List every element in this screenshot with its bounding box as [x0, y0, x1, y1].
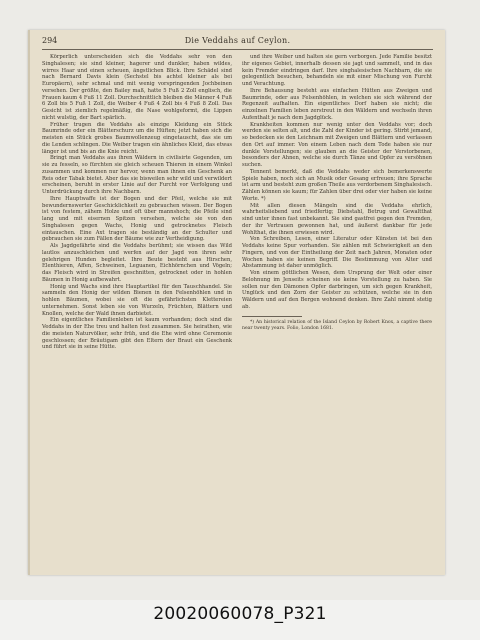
footnote-rule [242, 316, 302, 317]
header-rule [42, 49, 433, 50]
paragraph: Körperlich unterscheiden sich die Veddahs sehr von den Singhalesen; sie sind kleiner, hagerer und dunkler, haben wildes, wirres Haar und einen scheuen, ängstlichen Blick. Ihre Schädel sind nach Bernard Davis klein (Sechstel bis achtel kleiner als bei Europäern), sehr schmal und mit wenig vorspringenden Jochbeinen versehen. Der größte, den Bailey maß, hatte 5 Fuß 2 Zoll englisch, die Frauen kaum 4 Fuß 11 Zoll. Durchschnittlich bleiben die Männer 4 Fuß 6 Zoll bis 5 Fuß 1 Zoll, die Weiber 4 Fuß 4 Zoll bis 4 Fuß 8 Zoll. Das Gesicht ist ziemlich regelmäßig, die Nase wohlgeformt, die Lippen nicht wulstig, der Bart spärlich. [42, 54, 232, 121]
footnote: *) An historical relation of the Island Ceylon by Robert Knox, a captive there near twenty years. Folio, London 1681. [242, 319, 432, 331]
left-column [42, 54, 232, 351]
paragraph: Von Schreiben, Lesen, einer Literatur oder Künsten ist bei den Veddahs keine Spur vorhanden. Sie zählen mit Schwierigkeit an den Fingern, und von der Eintheilung der Zeit nach Jahren, Monaten oder Wochen haben sie keinen Begriff. Die Bestimmung von Alter und Abstammung ist daher unmöglich. [242, 236, 432, 270]
image-id-caption: 20020060078_P321 [153, 604, 327, 624]
page-number: 294 [42, 36, 58, 45]
paragraph: Ein eigentliches Familienleben ist kaum vorhanden; doch sind die Veddahs in der Ehe treu und halten fest zusammen. Sie heirathen, wie die meisten Naturvölker, sehr früh, und die Ehe wird ohne Ceremonie geschlossen; der Bräutigam gibt den Eltern der Braut ein Geschenk und führt sie in seine Hütte. [42, 317, 232, 351]
paragraph: und ihre Weiber und halten sie gern verborgen. Jede Familie besitzt ihr eigenes Gebiet, innerhalb dessen sie jagt und sammelt, und in das kein Fremder eindringen darf. Ihre singhalesischen Nachbarn, die sie gelegentlich besuchen, behandeln sie mit einer Mischung von Furcht und Verachtung. [242, 54, 432, 87]
paragraph: Tennent bemerkt, daß die Veddahs weder sich bemerkenswerte Spiele haben, noch sich an Musik oder Gesang erfreuen; ihre Sprache ist arm und besteht zum großen Theile aus verdorbenem Singhalesisch. Zählen können sie kaum; für Zahlen über drei oder vier haben sie keine Worte. *) [242, 168, 432, 202]
paragraph: Von einem göttlichen Wesen, dem Ursprung der Welt oder einer Belohnung im Jenseits scheinen sie keine Vorstellung zu haben. Sie sollen nur den Dämonen Opfer darbringen, um sich gegen Krankheit, Unglück und den Zorn der Geister zu schützen, welche sie in den Wäldern und auf den Bergen wohnend denken. Ihre Zahl nimmt stetig ab. [242, 270, 432, 310]
paragraph: Krankheiten kommen nur wenig unter den Veddahs vor; doch werden sie selten alt, und die Zahl der Kinder ist gering. Stirbt jemand, so bedecken sie den Leichnam mit Zweigen und Blättern und verlassen den Ort auf immer. Von einem Leben nach dem Tode haben sie nur dunkle Vorstellungen; sie glauben an die Geister der Verstorbenen, besonders der Ahnen, welche sie durch Tänze und Opfer zu versöhnen suchen. [242, 121, 432, 168]
right-column [242, 54, 432, 332]
running-header [42, 36, 433, 48]
book-page [28, 30, 445, 575]
paragraph: Ihre Behausung besteht aus einfachen Hütten aus Zweigen und Baumrinde, oder aus Felsenhöhlen, in welchen sie sich während der Regenzeit aufhalten. Ein eigentliches Dorf haben sie nicht; die einzelnen Familien leben zerstreut in den Wäldern und wechseln ihren Aufenthalt je nach dem Jagdglück. [242, 87, 432, 121]
paragraph: Als Jagdgefährte sind die Veddahs berühmt; sie wissen das Wild lautlos anzuschleichen und werfen auf der Jagd von ihren sehr gelehrigen Hunden begleitet. Ihre Beute besteht aus Hirschen, Elenthieren, Affen, Schweinen, Leguanen, Eichhörnchen und Vögeln; das Fleisch wird in Streifen geschnitten, getrocknet oder in hohlen Bäumen in Honig aufbewahrt. [42, 243, 232, 283]
paragraph: Bringt man Veddahs aus ihren Wäldern in civilisirte Gegenden, um sie zu fesseln, so fürchten sie gleich scheuen Thieren in einem Winkel zusammen und kommen nur hervor, wenn man ihnen ein Geschenk an Reis oder Tabak bietet. Aber das sie bisweilen sehr wild und verwildert erscheinen, beruht in erster Linie auf der Furcht vor Verfolgung und Unterdrückung durch ihre Nachbarn. [42, 155, 232, 195]
paragraph: Mit allen diesen Mängeln sind die Veddahs ehrlich, wahrheitsliebend und friedfertig; Diebstahl, Betrug und Gewaltthat sind unter ihnen fast unbekannt. Sie sind gastfrei gegen den Fremden, der ihr Vertrauen gewonnen hat, und äußerst dankbar für jede Wohlthat, die ihnen erwiesen wird. [242, 202, 432, 236]
paragraph: Ihre Hauptwaffe ist der Bogen und der Pfeil, welche sie mit bewundernswerter Geschicklichkeit zu gebrauchen wissen. Der Bogen ist von festem, zähem Holze und oft über mannshoch; die Pfeile sind lang und mit eisernen Spitzen versehen, welche sie von den Singhalesen gegen Wachs, Honig und getrocknetes Fleisch eintauschen. Eine Axt tragen sie beständig an der Schulter und gebrauchen sie zum Fällen der Bäume wie zur Vertheidigung. [42, 195, 232, 243]
header-title: Die Veddahs auf Ceylon. [184, 36, 291, 45]
paragraph: Früher trugen die Veddahs als einzige Kleidung ein Stück Baumrinde oder ein Blätterschurz um die Hüften; jetzt haben sich die meisten ein Stück grobes Baumwollenzeug eingetauscht, das sie um die Lenden schlingen. Die Weiber tragen ein ähnliches Kleid, das etwas länger ist und bis an die Knie reicht. [42, 121, 232, 155]
paragraph: Honig und Wachs sind ihre Hauptartikel für den Tauschhandel. Sie sammeln den Honig der wilden Bienen in den Felsenhöhlen und in hohlen Bäumen, wobei sie oft die gefährlichsten Klettereien unternehmen. Sonst leben sie von Wurzeln, Früchten, Blättern und Knollen, welche der Wald ihnen darbietet. [42, 283, 232, 317]
